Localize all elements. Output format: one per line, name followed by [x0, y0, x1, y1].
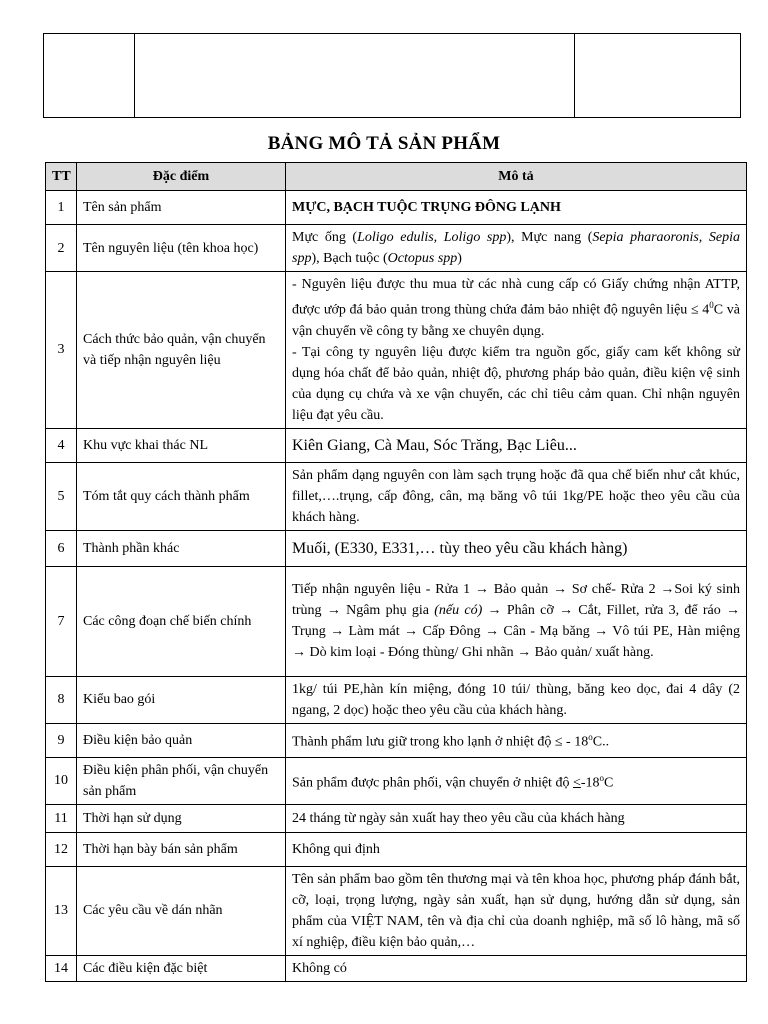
row-feature: Các công đoạn chế biến chính	[77, 566, 286, 676]
row-feature: Khu vực khai thác NL	[77, 428, 286, 462]
row-description	[286, 566, 747, 676]
row-number: 13	[46, 866, 77, 955]
row-number: 7	[46, 566, 77, 676]
row-feature: Tên nguyên liệu (tên khoa học)	[77, 225, 286, 272]
text-run: C..	[592, 734, 610, 750]
row-feature: Tóm tắt quy cách thành phẩm	[77, 462, 286, 530]
row-description	[286, 272, 747, 429]
text-run: ), Bạch tuộc (	[311, 251, 388, 266]
paragraph: - Tại công ty nguyên liệu được kiểm tra nguồn gốc, giấy cam kết không sử dụng hóa chất để bảo quản, nhiệt độ, phương pháp bảo quản, điều kiện vệ sinh của dụng cụ chứa và xe vận chuyển, các chỉ tiêu cảm quan. Chỉ nhận nguyên liệu đạt yêu cầu.	[292, 344, 740, 423]
table-row	[46, 757, 747, 804]
row-number: 11	[46, 804, 77, 832]
text-run: -18	[580, 775, 600, 791]
row-feature: Thời hạn bày bán sản phẩm	[77, 832, 286, 866]
text-run: ), Mực nang (	[506, 230, 593, 245]
table-row	[46, 566, 747, 676]
table-row	[46, 723, 747, 757]
header-feature: Đặc điểm	[77, 163, 286, 191]
text-run: C	[604, 775, 614, 791]
row-number: 6	[46, 530, 77, 566]
italic-note: (nếu có)	[434, 603, 483, 619]
row-description	[286, 225, 747, 272]
row-number: 9	[46, 723, 77, 757]
row-number: 12	[46, 832, 77, 866]
text-run: → Phân cỡ → Cắt, Fillet, rửa 3, để ráo → Trụng → Làm mát → Cấp Đông → Cân - Mạ băng → Vô túi PE, Hàn miệng → Dò kim loại - Đóng thùng/ Ghi nhãn → Bảo quản/ xuất hàng.	[292, 603, 740, 661]
row-feature: Cách thức bảo quản, vận chuyển và tiếp nhận nguyên liệu	[77, 272, 286, 429]
row-feature: Thành phần khác	[77, 530, 286, 566]
scientific-name: Loligo edulis, Loligo spp	[357, 230, 507, 245]
paragraph	[292, 274, 740, 342]
row-description: Muối, (E330, E331,… tùy theo yêu cầu khách hàng)	[286, 530, 747, 566]
superscript: o	[588, 732, 593, 743]
text-run: C và vận chuyển về công ty bằng xe chuyên dụng.	[292, 302, 740, 339]
text-run: Sản phẩm được phân phối, vận chuyển ở nhiệt độ	[292, 775, 573, 791]
table-row	[46, 191, 747, 225]
row-description	[286, 723, 747, 757]
document-header-box	[43, 33, 741, 118]
row-number: 2	[46, 225, 77, 272]
header-code-cell	[575, 34, 740, 117]
table-header-row	[46, 163, 747, 191]
row-feature: Điều kiện phân phối, vận chuyển sản phẩm	[77, 757, 286, 804]
superscript: 0	[709, 300, 714, 310]
row-feature: Tên sản phẩm	[77, 191, 286, 225]
scientific-name: Sepia pharaoronis, Sepia spp	[292, 230, 740, 266]
row-number: 4	[46, 428, 77, 462]
row-description: Không có	[286, 955, 747, 981]
row-feature: Kiểu bao gói	[77, 676, 286, 723]
table-row	[46, 866, 747, 955]
page-title: BẢNG MÔ TẢ SẢN PHẨM	[267, 133, 501, 154]
table-row	[46, 428, 747, 462]
row-number: 10	[46, 757, 77, 804]
table-row	[46, 530, 747, 566]
text-run: - Nguyên liệu được thu mua từ các nhà cung cấp có Giấy chứng nhận ATTP, được ướp đá bảo quản trong thùng chứa đảm bảo nhiệt độ nguyên liệu ≤ 4	[292, 277, 740, 318]
row-number: 5	[46, 462, 77, 530]
table-row	[46, 225, 747, 272]
row-feature: Các yêu cầu về dán nhãn	[77, 866, 286, 955]
header-logo-cell	[44, 34, 135, 117]
header-tt: TT	[46, 163, 77, 191]
superscript: o	[599, 772, 605, 783]
text-run: Thành phẩm lưu giữ trong kho lạnh ở nhiệt độ ≤ - 18	[292, 734, 589, 750]
table-row	[46, 804, 747, 832]
row-description: Không qui định	[286, 832, 747, 866]
row-feature: Điều kiện bảo quản	[77, 723, 286, 757]
row-description	[286, 757, 747, 804]
text-run: Tiếp nhận nguyên liệu - Rửa 1 → Bảo quản → Sơ chế- Rửa 2 →Soi ký sinh trùng → Ngâm phụ gia	[292, 582, 740, 619]
row-feature: Các điều kiện đặc biệt	[77, 955, 286, 981]
row-number: 1	[46, 191, 77, 225]
table-row	[46, 832, 747, 866]
row-number: 8	[46, 676, 77, 723]
row-number: 14	[46, 955, 77, 981]
row-description: MỰC, BẠCH TUỘC TRỤNG ĐÔNG LẠNH	[286, 191, 747, 225]
text-run: Mực ống (	[292, 230, 358, 245]
product-description-table	[45, 162, 747, 982]
table-row	[46, 272, 747, 429]
text-run: )	[457, 251, 462, 266]
row-description: Tên sản phẩm bao gồm tên thương mại và tên khoa học, phương pháp đánh bắt, cỡ, loại, trọng lượng, ngày sản xuất, hạn sử dụng, hướng dẫn sử dụng, sản phẩm của VIỆT NAM, tên và địa chỉ của doanh nghiệp, mã số lô hàng, mã số xí nghiệp, điều kiện bảo quản,…	[286, 866, 747, 955]
header-title-cell	[135, 34, 575, 117]
row-number: 3	[46, 272, 77, 429]
row-description: Sản phẩm dạng nguyên con làm sạch trụng hoặc đã qua chế biến như cắt khúc, fillet,….trụng, cấp đông, cân, mạ băng vô túi 1kg/PE hoặc theo yêu cầu của khách hàng.	[286, 462, 747, 530]
underlined-symbol: <	[572, 775, 581, 791]
row-description: Kiên Giang, Cà Mau, Sóc Trăng, Bạc Liêu...	[286, 428, 747, 462]
header-description: Mô tả	[286, 163, 747, 191]
scientific-name: Octopus spp	[387, 251, 458, 266]
row-feature: Thời hạn sử dụng	[77, 804, 286, 832]
row-description: 1kg/ túi PE,hàn kín miệng, đóng 10 túi/ thùng, băng keo dọc, đai 4 dây (2 ngang, 2 dọc) hoặc theo yêu cầu của khách hàng.	[286, 676, 747, 723]
table-row	[46, 955, 747, 981]
table-row	[46, 676, 747, 723]
row-description: 24 tháng từ ngày sản xuất hay theo yêu cầu của khách hàng	[286, 804, 747, 832]
table-row	[46, 462, 747, 530]
